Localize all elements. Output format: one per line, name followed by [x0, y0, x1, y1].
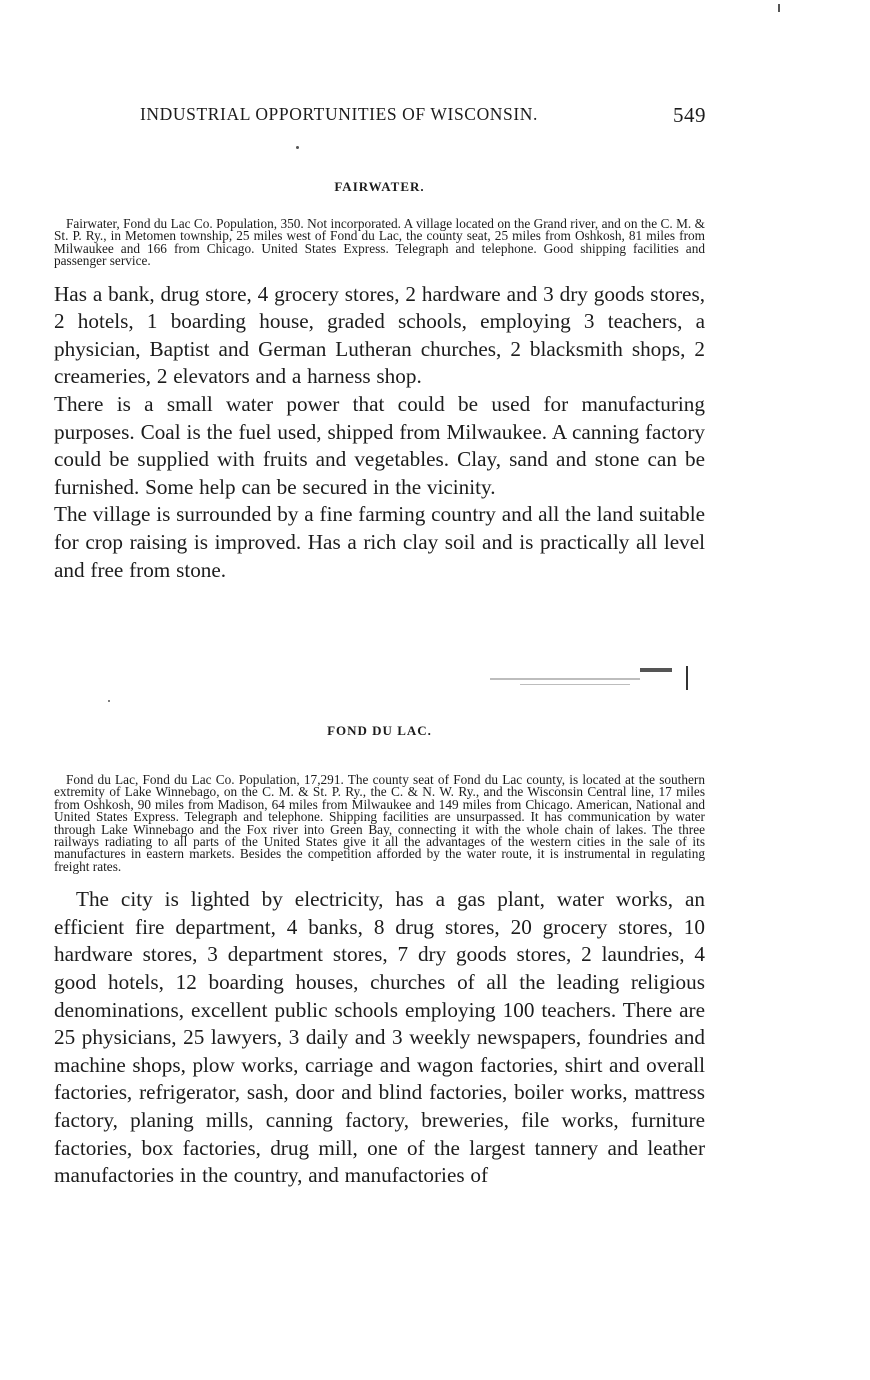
ink-speck	[108, 700, 110, 702]
body-paragraph: There is a small water power that could be used for manufacturing purposes. Coal is the fuel used, shipped from Milwaukee. A canning factory could be supplied with fruits and vegetables. Clay, sand and stone can be furnished. Some help can be secured in the vicinity.	[54, 392, 705, 499]
running-title: INDUSTRIAL OPPORTUNITIES OF WISCONSIN.	[140, 104, 539, 124]
section-heading: FAIRWATER.	[334, 179, 425, 194]
ink-speck	[296, 146, 299, 149]
body-paragraph: The city is lighted by electricity, has a gas plant, water works, an efficient fire department, 4 banks, 8 drug stores, 20 grocery stores, 10 hardware stores, 3 department stores, 7 dry goods stores, 2 laundries, 4 good hotels, 12 boarding houses, churches of all the leading religious denominations, excellent public schools employing 100 teachers. There are 25 physicians, 25 lawyers, 3 daily and 3 weekly newspapers, foundries and machine shops, plow works, carriage and wagon factories, shirt and overall factories, refrigerator, sash, door and blind factories, boiler works, mattress factory, planing mills, canning factory, breweries, file works, furniture factories, box factories, drug mill, one of the largest tannery and leather manufactories in the country, and manufactories of	[54, 887, 705, 1188]
ink-speck	[778, 4, 780, 12]
section-fairwater	[54, 179, 705, 584]
body-paragraph: Has a bank, drug store, 4 grocery stores, 2 hardware and 3 dry goods stores, 2 hotels, 1 boarding house, graded schools, employing 3 teachers, a physician, Baptist and German Lutheran churches, 2 blacksmith shops, 2 creameries, 2 elevators and a harness shop.	[54, 281, 705, 389]
body-paragraph: The village is surrounded by a fine farming country and all the land suitable for crop raising is improved. Has a rich clay soil and is practically all level and free from stone.	[54, 502, 705, 582]
section-summary: Fairwater, Fond du Lac Co. Population, 350. Not incorporated. A village located on the Grand river, and on the C. M. & St. P. Ry., in Metomen township, 25 miles west of Fond du Lac, the county seat, 25 miles from Oshkosh, 81 miles from Milwaukee and 166 from Chicago. United States Express. Telegraph and telephone. Good shipping facilities and passenger service.	[54, 216, 705, 269]
running-head	[140, 104, 706, 130]
print-smudge	[460, 664, 696, 692]
section-fond-du-lac	[54, 723, 705, 1190]
section-summary: Fond du Lac, Fond du Lac Co. Population, 17,291. The county seat of Fond du Lac county, is located at the southern extremity of Lake Winnebago, on the C. M. & St. P. Ry., the C. & N. W. Ry., and the Wisconsin Central line, 17 miles from Oshkosh, 90 miles from Madison, 64 miles from Milwaukee and 149 miles from Chicago. American, National and United States Express. Telegraph and telephone. Shipping facilities are unsurpassed. It has communication by water through Lake Winnebago and the Fox river into Green Bay, connecting it with the whole chain of lakes. The three railways radiating to all parts of the United States give it all the advantages of the western cities in the sale of its manufactures in eastern markets. Besides the competition afforded by the water route, it is instrumental in regulating freight rates.	[54, 772, 705, 874]
page-number: 549	[673, 103, 706, 127]
section-heading: FOND DU LAC.	[327, 723, 432, 738]
